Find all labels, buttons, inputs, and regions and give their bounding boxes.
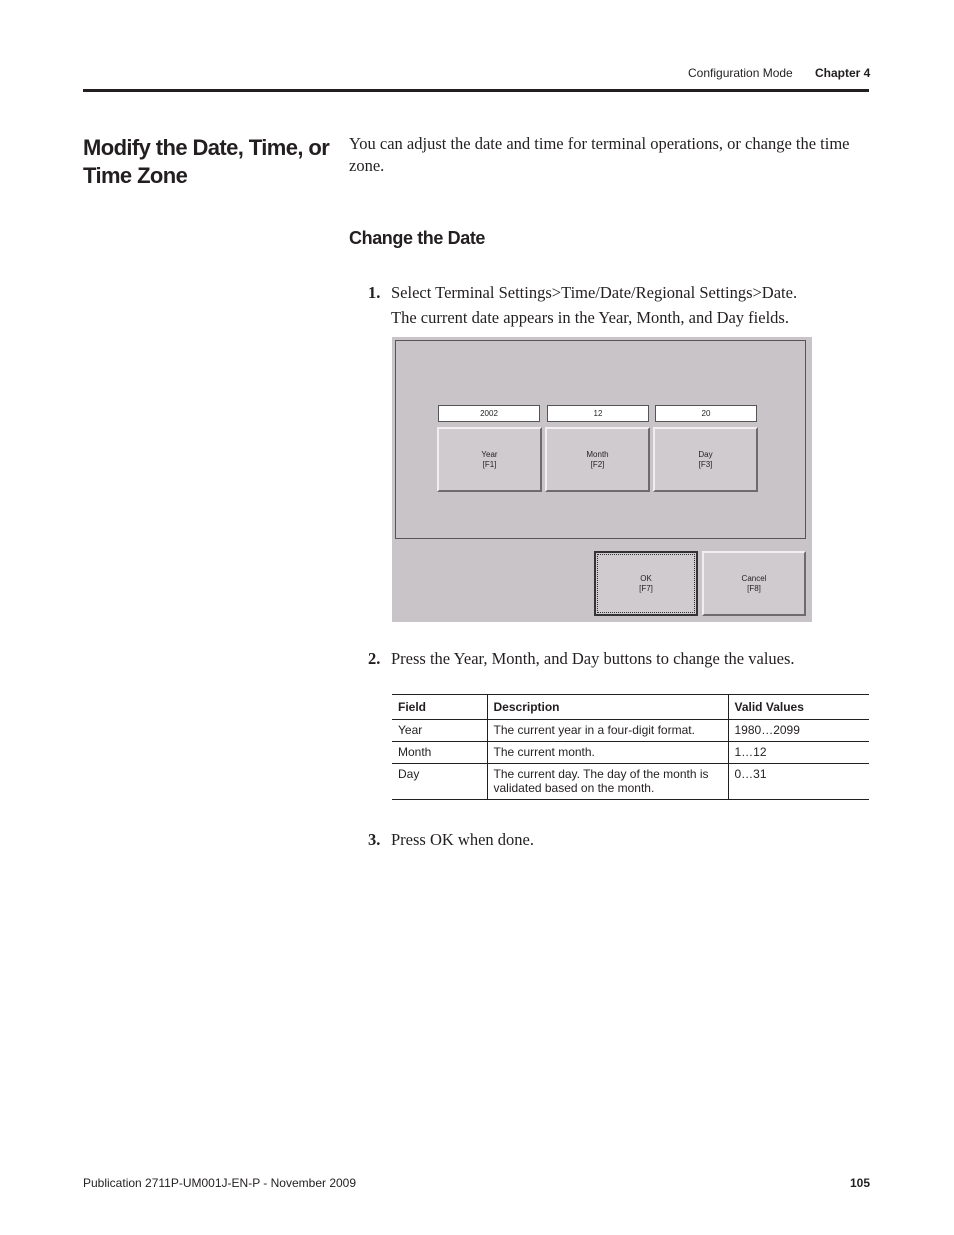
cancel-button-key: [F8]	[747, 583, 761, 593]
table-cell: 1980…2099	[728, 720, 869, 742]
footer-publication: Publication 2711P-UM001J-EN-P - November 2009	[83, 1176, 357, 1190]
month-value-field[interactable]: 12	[547, 405, 649, 422]
month-button-key: [F2]	[590, 459, 605, 469]
subheading: Change the Date	[349, 228, 486, 248]
running-header-chapter: Chapter 4	[815, 66, 871, 80]
step-text: Press the Year, Month, and Day buttons to change the values.	[391, 649, 795, 668]
step-number: 3.	[368, 830, 381, 849]
year-button[interactable]	[437, 427, 542, 492]
table-cell: The current year in a four-digit format.	[487, 720, 728, 742]
step-number: 1.	[368, 283, 381, 302]
day-button-label: Day	[698, 449, 713, 459]
cancel-button[interactable]	[702, 551, 806, 616]
table-cell: Month	[392, 742, 487, 764]
table-row	[392, 764, 869, 800]
running-header-section: Configuration Mode	[688, 66, 793, 80]
step-1	[368, 280, 868, 330]
table-header: Description	[487, 695, 728, 720]
section-title: Modify the Date, Time, or Time Zone	[83, 135, 330, 188]
valid-values-table	[392, 694, 869, 800]
day-value-field[interactable]: 20	[655, 405, 757, 422]
table-row	[392, 720, 869, 742]
cancel-button-label: Cancel	[741, 573, 767, 583]
year-button-key: [F1]	[482, 459, 497, 469]
page-number: 105	[850, 1176, 871, 1190]
step-text: Press OK when done.	[391, 830, 534, 849]
month-button[interactable]	[545, 427, 650, 492]
step-number: 2.	[368, 649, 381, 668]
day-button-key: [F3]	[698, 459, 713, 469]
intro-paragraph: You can adjust the date and time for terminal operations, or change the time zone.	[349, 134, 850, 175]
ok-button-label: OK	[640, 573, 652, 583]
ok-button-key: [F7]	[639, 583, 653, 593]
table-header-row	[392, 695, 869, 720]
table-cell: The current month.	[487, 742, 728, 764]
day-button[interactable]	[653, 427, 758, 492]
step-3	[368, 827, 868, 852]
table-cell: Day	[392, 764, 487, 800]
year-value-field[interactable]: 2002	[438, 405, 540, 422]
step-subtext: The current date appears in the Year, Month, and Day fields.	[391, 308, 789, 327]
table-header: Valid Values	[728, 695, 869, 720]
table-cell: Year	[392, 720, 487, 742]
table-row	[392, 742, 869, 764]
table-header: Field	[392, 695, 487, 720]
header-rule	[83, 89, 869, 92]
step-text: Select Terminal Settings>Time/Date/Regional Settings>Date.	[391, 283, 798, 302]
ok-button[interactable]	[594, 551, 698, 616]
step-2	[368, 646, 868, 671]
table-cell: The current day. The day of the month is validated based on the month.	[487, 764, 728, 800]
table-cell: 0…31	[728, 764, 869, 800]
year-button-label: Year	[481, 449, 498, 459]
table-cell: 1…12	[728, 742, 869, 764]
month-button-label: Month	[586, 449, 609, 459]
